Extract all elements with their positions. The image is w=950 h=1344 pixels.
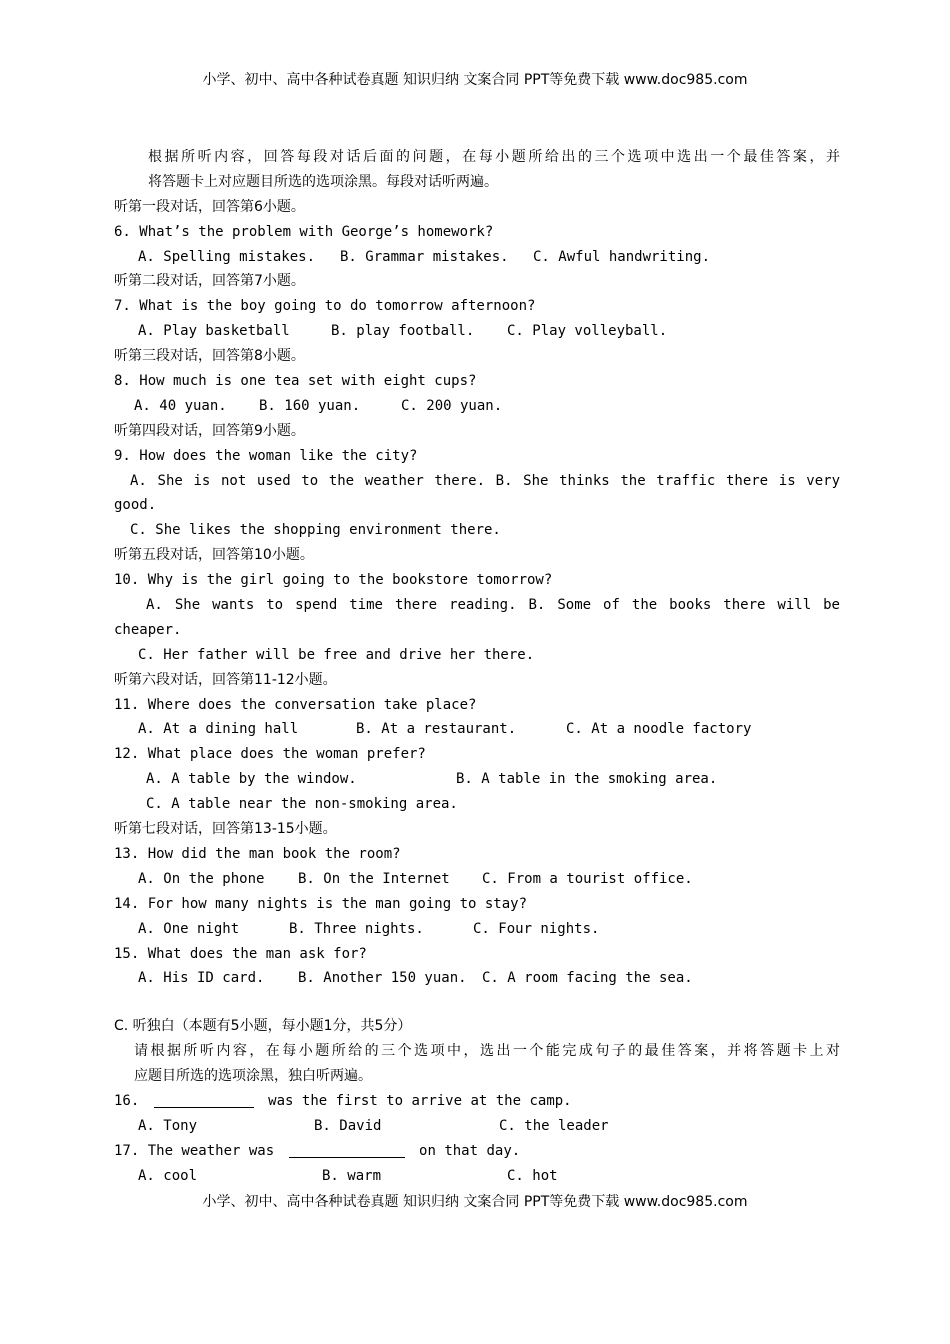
question-8-option-a: A. 40 yuan. <box>134 397 227 414</box>
question-8-options <box>114 394 840 419</box>
question-7-option-b: B. play football. <box>331 323 475 340</box>
exam-content <box>114 145 840 1189</box>
question-14-options <box>114 917 840 942</box>
question-10-options-ab-continued: cheaper. <box>114 621 182 638</box>
question-17-stem <box>114 1139 840 1164</box>
question-15-stem: 15. What does the man ask for? <box>114 945 367 962</box>
question-7-options <box>114 319 840 344</box>
question-16-options <box>114 1114 840 1139</box>
question-16-stem <box>114 1089 840 1114</box>
question-14-stem: 14. For how many nights is the man going to stay? <box>114 895 528 912</box>
question-13-stem: 13. How did the man book the room? <box>114 845 401 862</box>
question-11-option-b: B. At a restaurant. <box>356 721 517 738</box>
question-17-option-b: B. warm <box>322 1167 382 1184</box>
question-17-option-c: C. hot <box>507 1167 558 1184</box>
question-16-option-b: B. David <box>314 1117 382 1134</box>
section-heading-1: 听第一段对话，回答第6小题。 <box>114 198 305 215</box>
question-12-options-ab <box>114 767 840 792</box>
question-8-stem: 8. How much is one tea set with eight cups? <box>114 373 477 390</box>
question-14-option-a: A. One night <box>138 920 240 937</box>
question-15-option-a: A. His ID card. <box>138 970 265 987</box>
question-15-option-c: C. A room facing the sea. <box>482 970 693 987</box>
question-17-options <box>114 1164 840 1189</box>
question-6-stem: 6. What’s the problem with George’s homework? <box>114 223 494 240</box>
question-15-option-b: B. Another 150 yuan. <box>298 970 467 987</box>
page-header: 小学、初中、高中各种试卷真题 知识归纳 文案合同 PPT等免费下载 www.doc985.com <box>202 72 748 88</box>
question-6-option-c: C. Awful handwriting. <box>533 248 711 265</box>
part-c-title: C. 听独白（本题有5小题，每小题1分，共5分） <box>114 1018 412 1035</box>
section-heading-7: 听第七段对话，回答第13-15小题。 <box>114 821 337 838</box>
question-12-stem: 12. What place does the woman prefer? <box>114 746 426 763</box>
question-10-options-ab: A. She wants to spend time there reading. B. Some of the books there will be <box>146 597 840 614</box>
question-9-option-c: C. She likes the shopping environment there. <box>130 522 501 539</box>
question-13-option-a: A. On the phone <box>138 870 265 887</box>
answer-blank <box>154 1091 254 1108</box>
question-11-option-a: A. At a dining hall <box>138 721 299 738</box>
question-6-option-a: A. Spelling mistakes. <box>138 248 316 265</box>
question-11-options <box>114 717 840 742</box>
question-8-option-b: B. 160 yuan. <box>259 397 361 414</box>
question-12-option-a: A. A table by the window. <box>146 771 357 788</box>
question-17-text-before: 17. The weather was <box>114 1142 275 1159</box>
question-7-option-c: C. Play volleyball. <box>507 323 668 340</box>
question-9-options-ab-continued: good. <box>114 497 157 514</box>
question-7-option-a: A. Play basketball <box>138 323 290 340</box>
section-spacer <box>114 991 840 1014</box>
question-16-text: was the first to arrive at the camp. <box>268 1092 572 1109</box>
section-heading-2: 听第二段对话，回答第7小题。 <box>114 273 305 290</box>
question-11-stem: 11. Where does the conversation take place? <box>114 696 477 713</box>
question-15-options <box>114 966 840 991</box>
question-9-options-ab: A. She is not used to the weather there. B. She thinks the traffic there is very <box>130 472 840 489</box>
question-17-text-after: on that day. <box>419 1142 521 1159</box>
part-c-instruction-line-1: 请根据所听内容，在每小题所给的三个选项中，选出一个能完成句子的最佳答案，并将答题卡上对 <box>134 1043 840 1060</box>
question-12-option-b: B. A table in the smoking area. <box>456 771 718 788</box>
question-13-option-c: C. From a tourist office. <box>482 870 693 887</box>
part-b-instruction-line-1: 根据所听内容，回答每段对话后面的问题，在每小题所给出的三个选项中选出一个最佳答案，并 <box>148 149 840 165</box>
question-11-option-c: C. At a noodle factory <box>566 721 752 738</box>
question-16-option-c: C. the leader <box>499 1117 609 1134</box>
section-heading-5: 听第五段对话，回答第10小题。 <box>114 547 314 564</box>
question-9-stem: 9. How does the woman like the city? <box>114 447 418 464</box>
question-13-options <box>114 867 840 892</box>
question-12-option-c: C. A table near the non-smoking area. <box>146 796 458 813</box>
page-footer: 小学、初中、高中各种试卷真题 知识归纳 文案合同 PPT等免费下载 www.doc985.com <box>202 1194 748 1210</box>
question-13-option-b: B. On the Internet <box>298 870 450 887</box>
question-6-options <box>114 245 840 270</box>
section-heading-3: 听第三段对话，回答第8小题。 <box>114 348 305 365</box>
question-16-option-a: A. Tony <box>138 1117 198 1134</box>
question-16-number: 16. <box>114 1092 140 1109</box>
question-14-option-c: C. Four nights. <box>473 920 600 937</box>
answer-blank <box>289 1141 405 1158</box>
question-10-option-c: C. Her father will be free and drive her there. <box>138 646 535 663</box>
question-14-option-b: B. Three nights. <box>289 920 424 937</box>
question-8-option-c: C. 200 yuan. <box>401 397 503 414</box>
question-7-stem: 7. What is the boy going to do tomorrow afternoon? <box>114 298 536 315</box>
part-c-instruction-line-2: 应题目所选的选项涂黑，独白听两遍。 <box>134 1068 372 1085</box>
section-heading-6: 听第六段对话，回答第11-12小题。 <box>114 671 337 688</box>
question-17-option-a: A. cool <box>138 1167 198 1184</box>
question-10-stem: 10. Why is the girl going to the bookstore tomorrow? <box>114 572 553 589</box>
part-b-instruction-line-2: 将答题卡上对应题目所选的选项涂黑。每段对话听两遍。 <box>148 173 498 190</box>
question-6-option-b: B. Grammar mistakes. <box>340 248 509 265</box>
section-heading-4: 听第四段对话，回答第9小题。 <box>114 422 305 439</box>
